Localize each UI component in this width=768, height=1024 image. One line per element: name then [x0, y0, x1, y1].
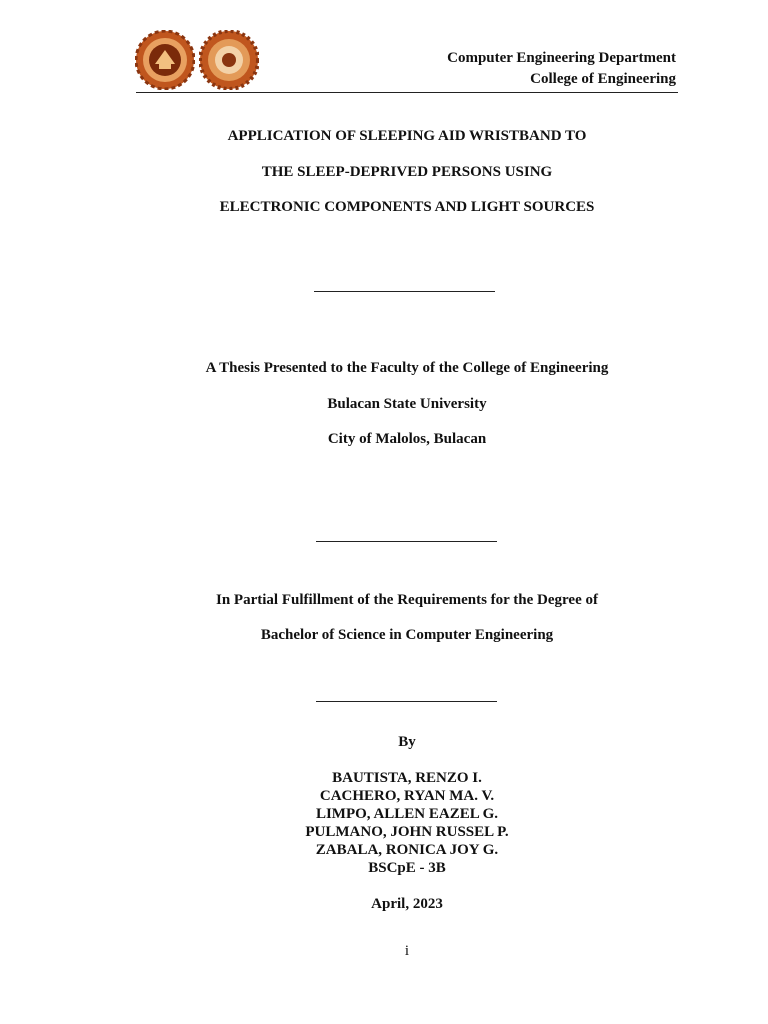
college-name: College of Engineering	[530, 71, 676, 87]
department-header	[447, 48, 676, 90]
degree-name: Bachelor of Science in Computer Engineering	[260, 627, 554, 643]
by-label: By	[398, 734, 416, 750]
department-name: Computer Engineering Department	[447, 50, 676, 66]
author-name: BAUTISTA, RENZO I.	[332, 770, 482, 786]
author-name: ZABALA, RONICA JOY G.	[315, 842, 499, 858]
page-number: i	[404, 943, 410, 959]
university-seal-icon	[135, 30, 195, 90]
separator-line	[316, 541, 497, 542]
university-location: City of Malolos, Bulacan	[327, 431, 487, 447]
author-name: CACHERO, RYAN MA. V.	[319, 788, 495, 804]
header-divider	[136, 92, 678, 93]
separator-line	[314, 291, 495, 292]
title-line-3: ELECTRONIC COMPONENTS AND LIGHT SOURCES	[219, 199, 595, 215]
separator-line	[316, 701, 497, 702]
title-line-2: THE SLEEP-DEPRIVED PERSONS USING	[261, 164, 553, 180]
header-logos	[135, 30, 260, 92]
university-name: Bulacan State University	[327, 396, 487, 412]
college-seal-icon	[199, 30, 259, 90]
thesis-presented-line: A Thesis Presented to the Faculty of the College of Engineering	[205, 360, 609, 376]
submission-date: April, 2023	[371, 896, 443, 912]
section-label: BSCpE - 3B	[368, 860, 446, 876]
title-line-1: APPLICATION OF SLEEPING AID WRISTBAND TO	[227, 128, 587, 144]
fulfillment-line: In Partial Fulfillment of the Requirements for the Degree of	[215, 592, 598, 608]
author-name: LIMPO, ALLEN EAZEL G.	[315, 806, 499, 822]
author-name: PULMANO, JOHN RUSSEL P.	[305, 824, 509, 840]
